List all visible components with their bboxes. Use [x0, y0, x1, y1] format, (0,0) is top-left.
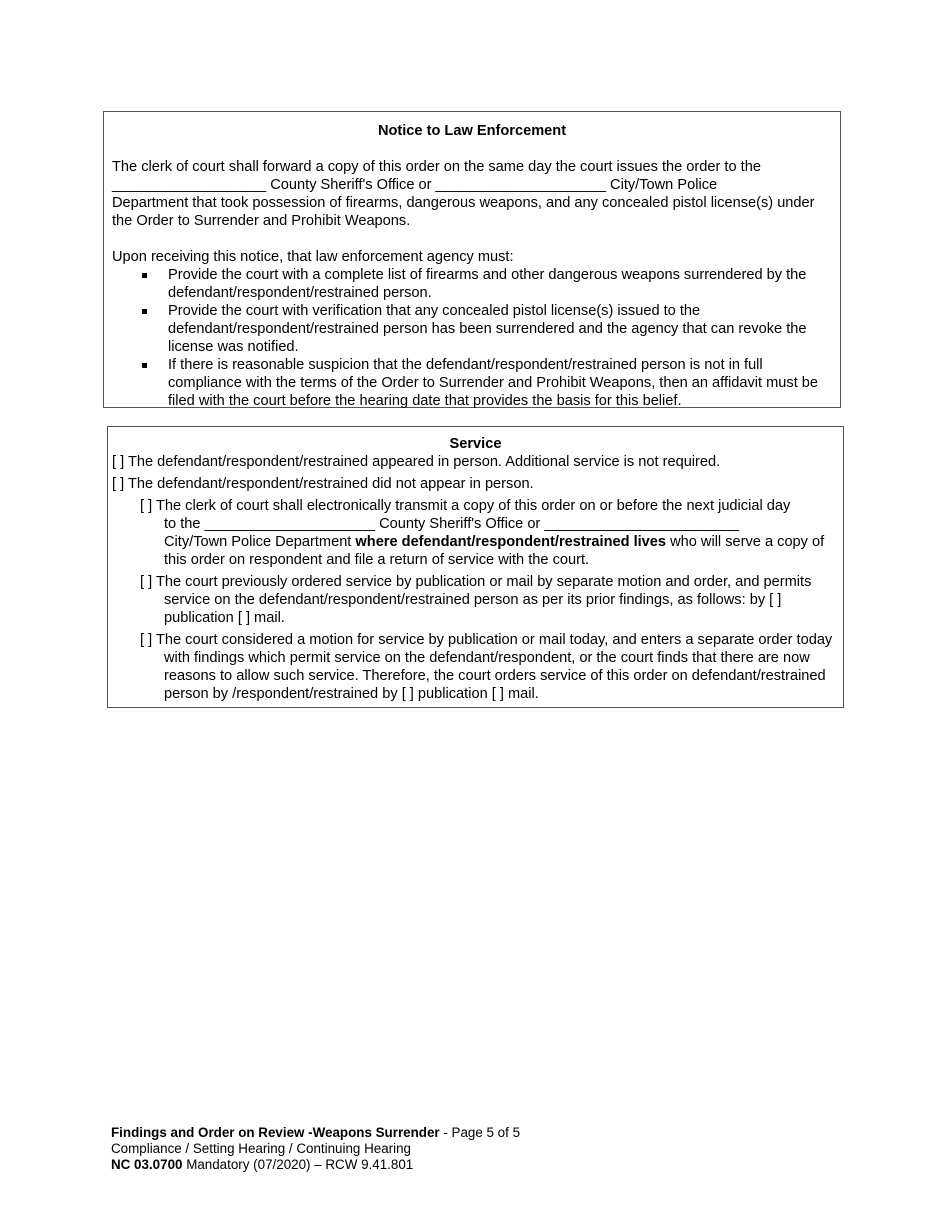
- footer-line-3: [111, 1157, 520, 1173]
- service-title: Service: [449, 436, 502, 452]
- page-footer: [111, 1125, 520, 1173]
- notice-paragraph-2: Upon receiving this notice, that law enforcement agency must:: [112, 249, 514, 265]
- list-item: [112, 266, 832, 302]
- footer-form-title: Findings and Order on Review -Weapons Surrender: [111, 1125, 440, 1140]
- service-sub-option-motion-today: [ ] The court considered a motion for service by publication or mail today, and enters a separate order today with findings which permit service on the defendant/respondent, or the court finds that there are now reasons to allow such service. Therefore, the court orders service of this order on defendant/restrained person by /respondent/restrained by [ ] publication [ ] mail.: [140, 632, 833, 702]
- notice-paragraph-1-line-1: The clerk of court shall forward a copy of this order on the same day the court issues the order to the: [112, 159, 761, 175]
- footer-line-1: [111, 1125, 520, 1141]
- footer-form-info: Mandatory (07/2020) – RCW 9.41.801: [182, 1157, 414, 1172]
- footer-page-number: - Page 5 of 5: [439, 1125, 521, 1140]
- service-option-did-not-appear: [ ] The defendant/respondent/restrained did not appear in person.: [112, 476, 534, 492]
- square-bullet-icon: [142, 363, 147, 368]
- footer-line-2: Compliance / Setting Hearing / Continuing Hearing: [111, 1141, 411, 1156]
- sub-option-line-1: [ ] The clerk of court shall electronically transmit a copy of this order on or before the next judicial day: [140, 498, 791, 514]
- sub-option-line-3-bold: where defendant/respondent/restrained lives: [355, 534, 667, 550]
- sub-option-line-3-pre: City/Town Police Department: [164, 534, 356, 550]
- sub-option-line-2: to the _____________________ County Sheriff's Office or ________________________: [164, 516, 740, 532]
- list-item: [112, 302, 832, 356]
- list-item-text: Provide the court with verification that any concealed pistol license(s) issued to the defendant/respondent/restrained person has been surrendered and the agency that can revoke the license was notified.: [168, 303, 807, 355]
- square-bullet-icon: [142, 309, 147, 314]
- list-item-text: If there is reasonable suspicion that the defendant/respondent/restrained person is not in full compliance with the terms of the Order to Surrender and Prohibit Weapons, then an affidavit must be filed with the court before the hearing date that provides the basis for this belief.: [168, 357, 819, 409]
- notice-title: Notice to Law Enforcement: [377, 123, 567, 139]
- square-bullet-icon: [142, 273, 147, 278]
- footer-form-code: NC 03.0700: [111, 1157, 183, 1172]
- notice-paragraph-1-line-2: ___________________ County Sheriff's Office or _____________________ City/Town Police: [112, 177, 718, 193]
- service-section: [107, 426, 844, 708]
- notice-paragraph-1: [112, 158, 832, 230]
- list-item: [112, 356, 832, 410]
- notice-requirements-list: [112, 266, 832, 410]
- sub-option-line-3-post: who will serve a copy of this order on respondent and file a return of service with the court.: [164, 534, 825, 568]
- service-sub-option-clerk-transmit: [112, 497, 839, 569]
- notice-to-law-enforcement-section: [103, 111, 841, 408]
- service-sub-option-previous-order: [ ] The court previously ordered service by publication or mail by separate motion and order, and permits service on the defendant/respondent/restrained person as per its prior findings, as follows: by [ ] publication [ ] mail.: [140, 574, 812, 626]
- notice-paragraph-1-rest: Department that took possession of firearms, dangerous weapons, and any concealed pistol license(s) under the Order to Surrender and Prohibit Weapons.: [112, 195, 815, 229]
- list-item-text: Provide the court with a complete list of firearms and other dangerous weapons surrendered by the defendant/respondent/restrained person.: [168, 267, 807, 301]
- service-option-appeared: [ ] The defendant/respondent/restrained appeared in person. Additional service is not required.: [112, 454, 721, 470]
